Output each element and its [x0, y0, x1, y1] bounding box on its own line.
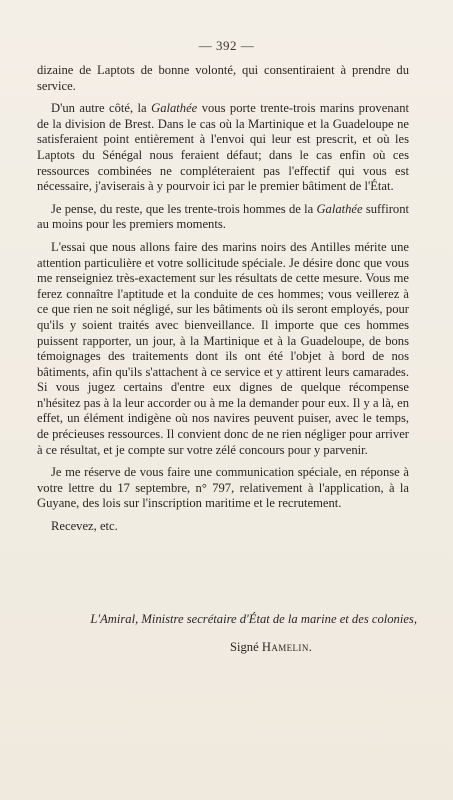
ship-name: Galathée: [316, 201, 363, 216]
paragraph-text: vous porte trente-trois marins provenant de la division de Brest. Dans le cas où la Martinique et la Guadeloupe ne satisferaient point entièrement à l'envoi qui leur est prescrit, et où les Laptots du Sénégal nous feraient défaut; dans le cas enfin où ces ressources combinées ne compléteraient pas l'effectif qui vous est nécessaire, j'aviserais à y pourvoir ici par le premier bâtiment de l'État.: [37, 101, 410, 194]
paragraph-special-communication: Je me réserve de vous faire une communication spéciale, en réponse à votre lettre du 17 septembre, n° 797, relativement à l'application, à la Guyane, des lois sur l'inscription maritime et le recrutement.: [37, 465, 409, 511]
paragraph-continuation: dizaine de Laptots de bonne volonté, qui consentiraient à prendre du service.: [37, 63, 409, 93]
ship-name: Galathée: [151, 101, 198, 116]
signature-line: [230, 640, 312, 655]
paragraph-text: suffiront au moins pour les premiers moments.: [37, 201, 410, 232]
page-number: — 392 —: [198, 38, 255, 53]
paragraph-first-moments: [37, 202, 409, 233]
signatory-title: L'Amiral, Ministre secrétaire d'État de la marine et des colonies,: [90, 612, 417, 626]
letter-body: [37, 63, 409, 535]
paragraph-text: Je pense, du reste, que les trente-trois hommes de la: [51, 201, 317, 216]
signatory-name: Hamelin.: [261, 640, 313, 654]
paragraph-antilles-sailors: L'essai que nous allons faire des marins noirs des Antilles mérite une attention particulière et votre sollicitude spéciale. Je désire donc que vous me renseigniez très-exactement sur les résultats de cette mesure. Vous me ferez connaître l'aptitude et la conduite de ces hommes; vous veillerez à ce que rien ne soit négligé, sur les bâtiments où ils seront employés, pour qu'ils y soient traités avec bienveillance. Il importe que ces hommes puissent rapporter, un jour, à la Martinique et à la Guadeloupe, de bons témoignages des traitements dont ils ont été l'objet à bord de nos bâtiments, afin qu'ils s'attachent à ce service et y attirent leurs camarades. Si vous jugez certains d'entre eux dignes de quelque récompense n'hésitez pas à la leur accorder ou à me la demander pour eux. Il y a là, en effet, un élément indigène où nos navires peuvent puiser, avec le temps, de précieuses ressources. Il convient donc de ne rien négliger pour arriver à ce résultat, et je compte sur votre zélé concours pour y parvenir.: [37, 239, 409, 457]
paragraph-text: D'un autre côté, la: [51, 101, 152, 116]
signed-label: Signé: [230, 640, 259, 654]
paragraph-closing: Recevez, etc.: [51, 519, 118, 534]
paragraph-galathee-crew: [37, 101, 409, 195]
